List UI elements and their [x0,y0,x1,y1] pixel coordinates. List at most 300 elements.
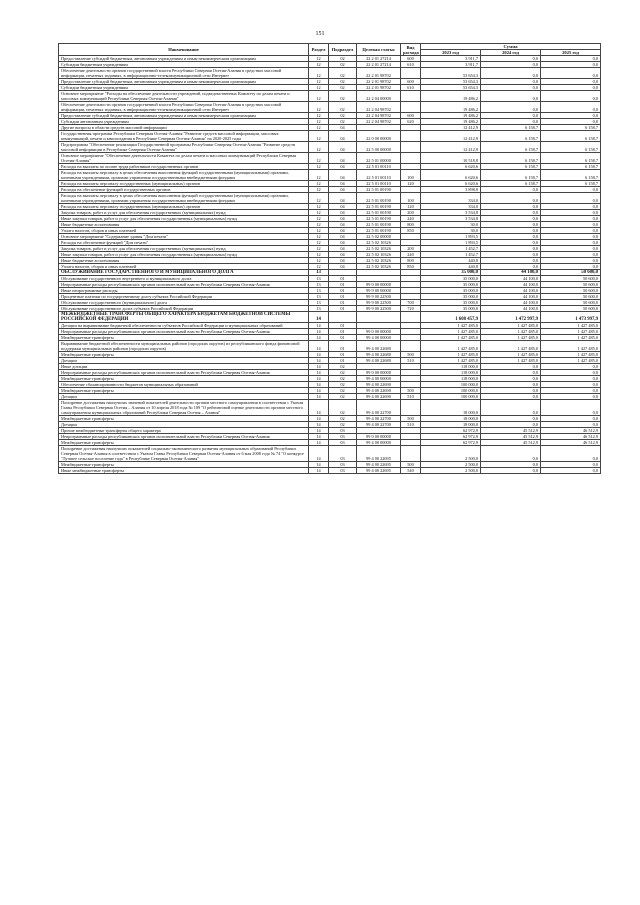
cell-type: 610 [401,85,421,91]
cell-2024: 1 427 485,0 [481,329,541,335]
cell-subsection: 02 [329,416,357,422]
cell-name: Предоставление субсидий бюджетным, автономным учреждениям и иным некоммерческим организациям [59,56,309,62]
cell-target: 99 0 00 00000 [357,434,401,440]
cell-2024: 6 158,7 [481,142,541,153]
cell-subsection: 02 [329,422,357,428]
cell-section: 12 [309,246,329,252]
cell-subsection: 01 [329,335,357,341]
cell-name: Обеспечение сбалансированности бюджетов муниципальных образований [59,382,309,388]
cell-section: 13 [309,294,329,300]
cell-2025: 0,0 [541,216,601,222]
cell-2024: 0,0 [481,370,541,376]
cell-2023: 18 000,0 [421,422,481,428]
cell-target: 99 4 00 22700 [357,400,401,416]
cell-section: 12 [309,228,329,234]
cell-type: 510 [401,358,421,364]
cell-subsection: 03 [329,434,357,440]
cell-2024: 0,0 [481,400,541,416]
cell-subsection: 04 [329,170,357,181]
table-body [59,56,601,474]
cell-subsection: 01 [329,282,357,288]
cell-section: 12 [309,125,329,131]
cell-name: Расходы на выплаты персоналу государственных (муниципальных) органов [59,204,309,210]
cell-name: Прочие межбюджетные трансферты общего характера [59,428,309,434]
cell-subsection: 02 [329,85,357,91]
cell-2025: 0,0 [541,204,601,210]
cell-type [401,400,421,416]
cell-2024: 0,0 [481,240,541,246]
cell-subsection: 01 [329,294,357,300]
cell-name: Иные закупки товаров, работ и услуг для обеспечения государственных (муниципальных) нужд [59,252,309,258]
cell-2023: 100 000,0 [421,382,481,388]
cell-name: Непрограммные расходы республиканских органов исполнительной власти Республики Северная Осетия-Алания [59,370,309,376]
cell-name: Расходы на обеспечение функций государственных органов [59,187,309,193]
cell-2025: 46 512,9 [541,434,601,440]
cell-name: Поощрение достижения наилучших значений показателей деятельности органов местного самоуправления в соответствии с Указом Главы Республики Северная Осетия – Алания от 10 апреля 2018 года № 109 "О рейтинговой оценке деятельности органов местного самоуправления муниципальных образований Республики Северная Осетия – Алания" [59,400,309,416]
cell-2024: 0,0 [481,228,541,234]
cell-target: 22 5 02 10326 [357,240,401,246]
cell-2025: 46 512,9 [541,428,601,434]
cell-subsection: 02 [329,62,357,68]
cell-subsection: 02 [329,102,357,113]
cell-2023: 1 452,7 [421,252,481,258]
cell-name: Основное мероприятие "Обеспечение деятельности Комитета по делам печати и массовых коммуникаций Республики Северная Осетия-Алания" [59,153,309,164]
cell-target: 22 0 00 00000 [357,131,401,142]
page-number: 151 [315,31,325,37]
cell-type [401,131,421,142]
cell-name: Иные бюджетные ассигнования [59,258,309,264]
cell-2025: 0,0 [541,240,601,246]
cell-2025: 0,0 [541,258,601,264]
cell-subsection: 02 [329,68,357,79]
cell-target: 22 2 01 98702 [357,79,401,85]
cell-2025: 0,0 [541,370,601,376]
cell-2023: 10 518,8 [421,153,481,164]
cell-subsection: 04 [329,234,357,240]
cell-section: 14 [309,323,329,329]
cell-subsection: 02 [329,119,357,125]
cell-subsection: 04 [329,153,357,164]
cell-2023: 1 427 485,0 [421,352,481,358]
cell-target: 22 5 02 10326 [357,246,401,252]
cell-2024: 6 158,7 [481,153,541,164]
cell-subsection: 04 [329,204,357,210]
cell-2024: 0,0 [481,422,541,428]
cell-name: Обеспечение деятельности органов государственной власти Республики Северная Осетия-Алания в средствах массовой информации, печатных изданиях, в информационно-телекоммуникационной сети Интернет [59,102,309,113]
cell-target: 99 4 00 22695 [357,468,401,474]
cell-subsection: 01 [329,352,357,358]
cell-subsection: 04 [329,228,357,234]
cell-section: 12 [309,164,329,170]
cell-name: Межбюджетные трансферты [59,376,309,382]
cell-subsection: 03 [329,428,357,434]
cell-2024: 44 100,0 [481,270,541,276]
cell-section: 12 [309,210,329,216]
cell-2024: 1 472 997,9 [481,312,541,323]
cell-name: Субсидии автономным учреждениям [59,119,309,125]
cell-2023: 334,0 [421,204,481,210]
cell-name: Предоставление субсидий бюджетным, автономным учреждениям и иным некоммерческим организациям [59,79,309,85]
cell-2025: 1 427 485,0 [541,323,601,329]
cell-section: 12 [309,222,329,228]
cell-2025: 50 600,0 [541,276,601,282]
cell-name: Межбюджетные трансферты [59,352,309,358]
cell-2025: 6 158,7 [541,153,601,164]
cell-name: Поощрение достижения наилучших показателей социально-экономического развития муниципальных образований Республики Северная Осетия-Алания в соответствии с Указом Главы Республики Северная Осетия-Алания от 6 мая 2008 года № 74 "О конкурсе "Лучшее сельское поселение года" в Республике Северная Осетия-Алания" [59,446,309,462]
cell-2023: 6 620,6 [421,164,481,170]
cell-2025: 0,0 [541,234,601,240]
cell-section: 14 [309,468,329,474]
cell-section: 14 [309,416,329,422]
cell-2023: 62 972,9 [421,428,481,434]
cell-name: Подпрограмма "Обеспечение реализации Государственной программы Республики Северная Осетия-Алания "Развитие средств массовой информации в Республике Северная Осетия-Алания" [59,142,309,153]
cell-2025: 1 427 485,0 [541,352,601,358]
cell-target: 22 2 04 98702 [357,113,401,119]
table-row [59,142,601,153]
cell-subsection: 02 [329,56,357,62]
cell-2024: 0,0 [481,446,541,462]
cell-2025: 6 158,7 [541,125,601,131]
cell-subsection: 02 [329,370,357,376]
cell-type: 240 [401,216,421,222]
cell-2025: 0,0 [541,382,601,388]
cell-2024: 0,0 [481,376,541,382]
cell-2023: 30,0 [421,222,481,228]
cell-subsection: 04 [329,142,357,153]
cell-2025: 46 512,9 [541,440,601,446]
cell-section: 14 [309,382,329,388]
cell-section: 14 [309,428,329,434]
cell-2023: 62 972,9 [421,440,481,446]
cell-2025: 0,0 [541,222,601,228]
cell-type: 100 [401,170,421,181]
cell-name: Дотации [59,422,309,428]
cell-section: 13 [309,276,329,282]
cell-target: 22 5 01 00190 [357,204,401,210]
cell-2023: 35 000,0 [421,294,481,300]
cell-target: 22 2 01 27214 [357,56,401,62]
cell-2025: 1 427 485,0 [541,335,601,341]
cell-section: 13 [309,306,329,312]
cell-subsection: 04 [329,125,357,131]
cell-subsection: 04 [329,131,357,142]
cell-name: Другие вопросы в области средств массовой информации [59,125,309,131]
cell-subsection: 01 [329,329,357,335]
table-row [59,468,601,474]
table-row [59,91,601,102]
cell-2023: 6 620,6 [421,170,481,181]
cell-type: 510 [401,422,421,428]
cell-2025: 0,0 [541,62,601,68]
cell-2025: 0,0 [541,68,601,79]
cell-type: 610 [401,62,421,68]
cell-2025: 1 427 485,0 [541,341,601,352]
cell-2023: 19 486,2 [421,102,481,113]
table-row [59,170,601,181]
cell-subsection: 02 [329,388,357,394]
cell-name: Дотации [59,394,309,400]
cell-type [401,91,421,102]
cell-target: 99 4 00 22680 [357,352,401,358]
cell-2025: 0,0 [541,187,601,193]
cell-subsection: 02 [329,364,357,370]
cell-type [401,142,421,153]
cell-2024: 0,0 [481,388,541,394]
cell-subsection: 04 [329,181,357,187]
cell-2024: 0,0 [481,68,541,79]
cell-subsection: 04 [329,193,357,204]
cell-2024: 0,0 [481,56,541,62]
cell-2025: 0,0 [541,91,601,102]
cell-2024: 45 512,9 [481,440,541,446]
cell-2025: 0,0 [541,416,601,422]
cell-section: 14 [309,341,329,352]
cell-2024: 1 427 485,0 [481,335,541,341]
cell-target: 99 4 00 22690 [357,382,401,388]
cell-target: 22 5 01 00190 [357,210,401,216]
header-section: Раздел [309,44,329,56]
cell-2025: 0,0 [541,79,601,85]
cell-2025: 0,0 [541,462,601,468]
cell-2023: 30,0 [421,228,481,234]
header-2023: 2023 год [421,50,481,56]
cell-section: 14 [309,400,329,416]
cell-target: 99 9 00 22500 [357,294,401,300]
cell-type: 850 [401,228,421,234]
cell-2025: 6 158,7 [541,181,601,187]
cell-section: 12 [309,62,329,68]
cell-name: Закупка товаров, работ и услуг для обеспечения государственных (муниципальных) нужд [59,246,309,252]
cell-name: Дотации на выравнивание бюджетной обеспеченности субъектов Российской Федерации и муниципальных образований [59,323,309,329]
cell-section: 14 [309,352,329,358]
cell-2024: 44 100,0 [481,276,541,282]
cell-2024: 1 427 485,0 [481,323,541,329]
cell-name: ОБСЛУЖИВАНИЕ ГОСУДАРСТВЕННОГО И МУНИЦИПАЛЬНОГО ДОЛГА [59,270,309,276]
cell-name: МЕЖБЮДЖЕТНЫЕ ТРАНСФЕРТЫ ОБЩЕГО ХАРАКТЕРА БЮДЖЕТАМ БЮДЖЕТНОЙ СИСТЕМЫ РОССИЙСКОЙ ФЕДЕРАЦИИ [59,312,309,323]
cell-subsection: 01 [329,341,357,352]
header-2025: 2025 год [541,50,601,56]
cell-type: 850 [401,264,421,270]
cell-section: 12 [309,216,329,222]
cell-2025: 0,0 [541,252,601,258]
cell-2023: 1 608 457,9 [421,312,481,323]
cell-2025: 0,0 [541,388,601,394]
cell-2023: 3 898,8 [421,187,481,193]
cell-subsection: 01 [329,276,357,282]
cell-target: 22 2 04 00000 [357,91,401,102]
cell-target: 99 9 00 22500 [357,306,401,312]
cell-target: 22 5 02 00000 [357,234,401,240]
cell-subsection: 02 [329,79,357,85]
cell-2025: 50 600,0 [541,306,601,312]
cell-2023: 53 654,3 [421,85,481,91]
cell-2024: 0,0 [481,462,541,468]
cell-2024: 6 158,7 [481,181,541,187]
cell-name: Обслуживание государственного долга субъекта Российской Федерации [59,306,309,312]
cell-2024: 0,0 [481,382,541,388]
cell-subsection: 02 [329,400,357,416]
cell-2023: 19 486,2 [421,113,481,119]
cell-2023: 334,0 [421,193,481,204]
cell-2023: 118 000,0 [421,364,481,370]
cell-subsection: 03 [329,440,357,446]
cell-section: 12 [309,79,329,85]
cell-target: 99 0 00 00000 [357,370,401,376]
cell-2024: 6 158,7 [481,170,541,181]
table-row [59,312,601,323]
cell-section: 12 [309,258,329,264]
cell-name: Иные дотации [59,364,309,370]
cell-2023: 12 412,9 [421,142,481,153]
cell-target: 22 2 04 98702 [357,119,401,125]
cell-subsection: 03 [329,462,357,468]
cell-target: 22 5 02 10326 [357,252,401,258]
cell-2025: 50 600,0 [541,294,601,300]
cell-2024: 0,0 [481,204,541,210]
cell-section: 14 [309,422,329,428]
cell-subsection: 01 [329,323,357,329]
cell-section: 12 [309,187,329,193]
cell-type: 510 [401,394,421,400]
cell-2024: 0,0 [481,119,541,125]
cell-target: 99 4 00 22700 [357,416,401,422]
cell-target: 22 5 02 10326 [357,264,401,270]
cell-2025: 0,0 [541,264,601,270]
cell-section: 12 [309,85,329,91]
table-row [59,341,601,352]
cell-section: 12 [309,102,329,113]
cell-target: 22 5 00 00000 [357,142,401,153]
cell-subsection: 02 [329,91,357,102]
cell-2024: 44 100,0 [481,294,541,300]
cell-target: 22 5 01 00110 [357,181,401,187]
header-subsection: Подраздел [329,44,357,56]
cell-name: Иные закупки товаров, работ и услуг для обеспечения государственных (муниципальных) нужд [59,216,309,222]
cell-2023: 1 893,5 [421,240,481,246]
cell-2023: 3 911,7 [421,62,481,68]
cell-section: 12 [309,119,329,125]
cell-name: Межбюджетные трансферты [59,335,309,341]
cell-section: 13 [309,300,329,306]
cell-type: 500 [401,416,421,422]
cell-section: 12 [309,193,329,204]
cell-target: 22 2 01 98702 [357,68,401,79]
cell-section: 14 [309,376,329,382]
cell-2025: 0,0 [541,85,601,91]
cell-section: 14 [309,329,329,335]
cell-2025: 0,0 [541,210,601,216]
cell-2024: 44 100,0 [481,306,541,312]
cell-2025: 0,0 [541,228,601,234]
cell-name: Расходы на выплаты персоналу государственных (муниципальных) органов [59,181,309,187]
cell-2025: 0,0 [541,56,601,62]
cell-2025: 6 158,7 [541,170,601,181]
cell-name: Непрограммные расходы республиканских органов исполнительной власти Республики Северная Осетия-Алания [59,282,309,288]
cell-2024: 0,0 [481,258,541,264]
cell-2023: 12 412,9 [421,125,481,131]
cell-target: 99 4 00 00000 [357,440,401,446]
cell-type [401,312,421,323]
cell-target: 22 5 02 10326 [357,258,401,264]
cell-target: 22 5 01 00110 [357,164,401,170]
cell-name: Основное мероприятие "Содержание здания "Дом печати" [59,234,309,240]
cell-2025: 0,0 [541,102,601,113]
cell-2025: 1 473 997,9 [541,312,601,323]
cell-2024: 0,0 [481,102,541,113]
cell-name: Уплата налогов, сборов и иных платежей [59,228,309,234]
cell-2025: 0,0 [541,119,601,125]
cell-section: 14 [309,364,329,370]
cell-2023: 62 972,9 [421,434,481,440]
cell-target: 99 4 00 22695 [357,462,401,468]
cell-target: 22 5 01 00000 [357,153,401,164]
cell-section: 14 [309,394,329,400]
cell-name: Расходы на обеспечение функций "Дом печати" [59,240,309,246]
cell-2025: 50 600,0 [541,282,601,288]
cell-type: 720 [401,306,421,312]
cell-2023: 1 427 485,0 [421,323,481,329]
cell-2023: 440,8 [421,264,481,270]
cell-2024: 0,0 [481,222,541,228]
cell-2024: 0,0 [481,193,541,204]
cell-section: 12 [309,252,329,258]
cell-2024: 0,0 [481,394,541,400]
cell-section: 12 [309,264,329,270]
cell-2025: 0,0 [541,113,601,119]
cell-2024: 0,0 [481,210,541,216]
cell-name: Межбюджетные трансферты [59,440,309,446]
cell-section: 12 [309,170,329,181]
cell-subsection: 01 [329,358,357,364]
cell-2024: 0,0 [481,246,541,252]
cell-2023: 118 000,0 [421,370,481,376]
cell-section: 12 [309,142,329,153]
cell-2023: 19 486,2 [421,91,481,102]
cell-2023: 18 000,0 [421,400,481,416]
cell-2023: 35 000,0 [421,276,481,282]
cell-name: Расходы на выплаты по оплате труда работников государственных органов [59,164,309,170]
cell-2023: 2 500,0 [421,446,481,462]
cell-type [401,68,421,79]
cell-subsection: 04 [329,246,357,252]
cell-section: 12 [309,113,329,119]
cell-section: 13 [309,282,329,288]
table-row [59,68,601,79]
cell-target: 22 2 01 27214 [357,62,401,68]
cell-type: 700 [401,300,421,306]
cell-2024: 0,0 [481,187,541,193]
cell-section: 12 [309,204,329,210]
cell-2025: 0,0 [541,246,601,252]
cell-subsection: 04 [329,210,357,216]
header-sum: Сумма [421,44,601,50]
cell-section: 12 [309,68,329,79]
cell-section: 14 [309,370,329,376]
cell-name: Государственная программа Республики Северная Осетия-Алания "Развитие средств массовой информации, массовых коммуникаций, печати и книгоиздания в Республике Северная Осетия-Алания" на 2020-2025 годы [59,131,309,142]
cell-2024: 1 427 485,0 [481,358,541,364]
cell-name: Дотации [59,358,309,364]
header-target: Целевая статья [357,44,401,56]
cell-target: 99 4 00 22680 [357,358,401,364]
cell-target: 99 4 00 00000 [357,335,401,341]
cell-name: Иные межбюджетные трансферты [59,468,309,474]
cell-name: Субсидии бюджетным учреждениям [59,62,309,68]
cell-target: 99 0 00 00000 [357,329,401,335]
cell-2024: 45 512,9 [481,434,541,440]
cell-2023: 12 412,9 [421,131,481,142]
cell-name: Межбюджетные трансферты [59,416,309,422]
cell-target: 99 9 00 22500 [357,300,401,306]
